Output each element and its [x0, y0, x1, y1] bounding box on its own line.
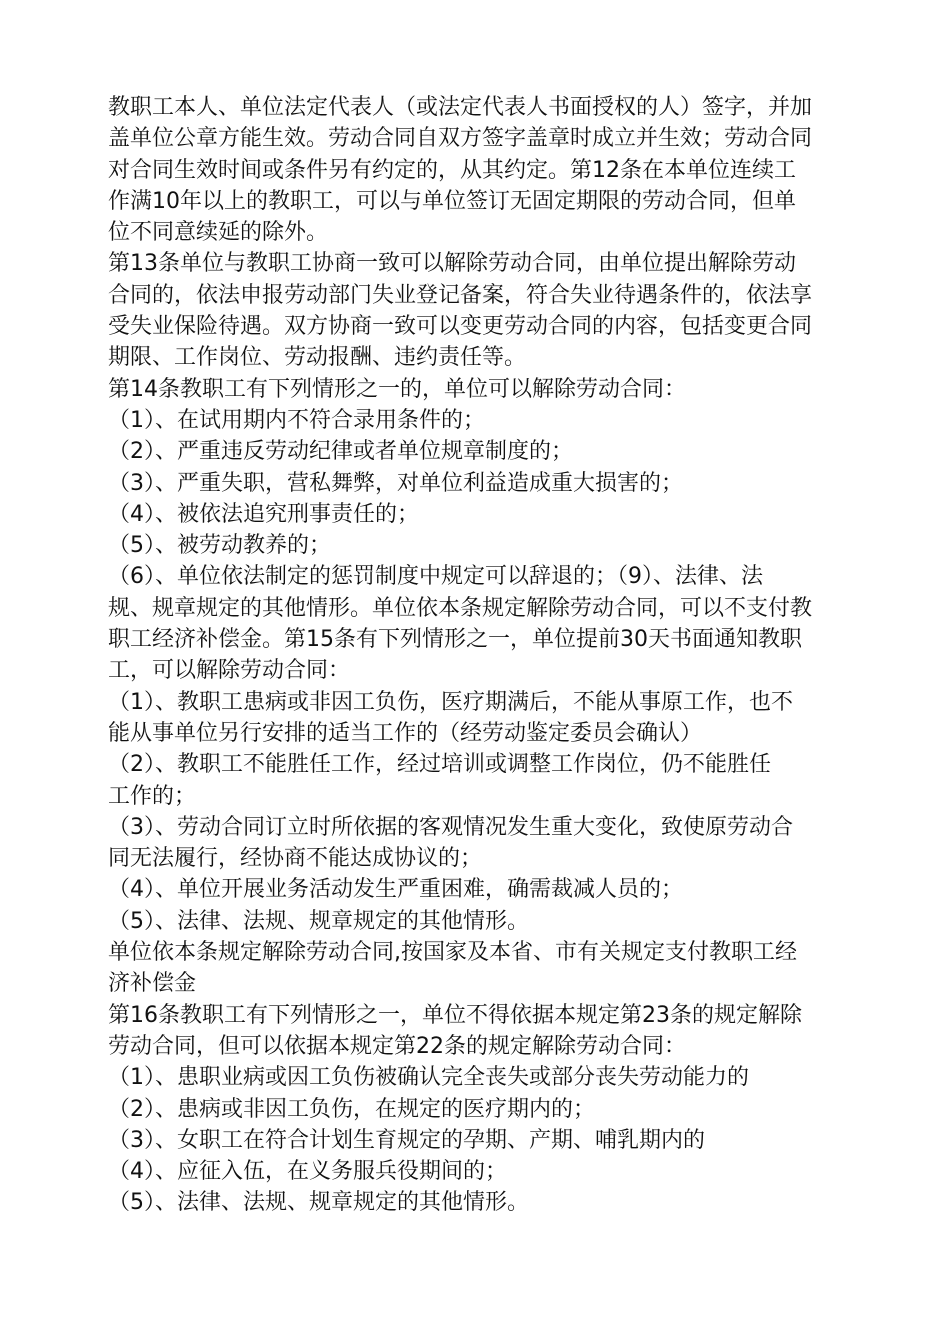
text-line: 受失业保险待遇。双方协商一致可以变更劳动合同的内容，包括变更合同: [108, 314, 813, 340]
text-line: 单位依本条规定解除劳动合同,按国家及本省、市有关规定支付教职工经: [108, 940, 797, 966]
article-14-heading-line: 第14条教职工有下列情形之一的，单位可以解除劳动合同：: [108, 376, 686, 402]
list-item: （5）、被劳动教养的；: [108, 533, 331, 559]
text-line: 工作的；: [108, 783, 197, 809]
text-line: 对合同生效时间或条件另有约定的，从其约定。第12条在本单位连续工: [108, 157, 796, 183]
text-line: 同无法履行，经协商不能达成协议的；: [108, 846, 483, 872]
text-line: 教职工本人、单位法定代表人（或法定代表人书面授权的人）签字，并加: [108, 95, 813, 120]
text-line: 工，可以解除劳动合同：: [108, 658, 351, 684]
list-item: （5）、法律、法规、规章规定的其他情形。: [108, 908, 529, 934]
text-line: 劳动合同，但可以依据本规定第22条的规定解除劳动合同：: [108, 1033, 686, 1059]
text-line: 规、规章规定的其他情形。单位依本条规定解除劳动合同，可以不支付教: [108, 595, 813, 621]
text-line: 合同的，依法申报劳动部门失业登记备案，符合失业待遇条件的，依法享: [108, 282, 813, 308]
list-item: （4）、被依法追究刑事责任的；: [108, 501, 419, 527]
list-item: （3）、严重失职，营私舞弊，对单位利益造成重大损害的；: [108, 470, 683, 496]
list-item: （4）、应征入伍，在义务服兵役期间的；: [108, 1159, 507, 1185]
document-body: [108, 92, 868, 1219]
text-line: 位不同意续延的除外。: [108, 220, 329, 246]
text-line: 盖单位公章方能生效。劳动合同自双方签字盖章时成立并生效；劳动合同: [108, 126, 813, 152]
list-item: （1）、在试用期内不符合录用条件的；: [108, 407, 485, 433]
list-item: （3）、女职工在符合计划生育规定的孕期、产期、哺乳期内的: [108, 1127, 705, 1153]
article-13-heading-line: 第13条单位与教职工协商一致可以解除劳动合同，由单位提出解除劳动: [108, 251, 796, 277]
text-line: 能从事单位另行安排的适当工作的（经劳动鉴定委员会确认）: [108, 720, 703, 746]
text-line: 作满10年以上的教职工，可以与单位签订无固定期限的劳动合同，但单: [108, 188, 796, 214]
list-item: （3）、劳动合同订立时所依据的客观情况发生重大变化，致使原劳动合: [108, 814, 793, 840]
list-item: （1）、教职工患病或非因工负伤，医疗期满后，不能从事原工作，也不: [108, 689, 793, 715]
text-line: 期限、工作岗位、劳动报酬、违约责任等。: [108, 345, 527, 371]
list-item: （2）、患病或非因工负伤，在规定的医疗期内的；: [108, 1096, 595, 1122]
article-16-heading-line: 第16条教职工有下列情形之一，单位不得依据本规定第23条的规定解除: [108, 1002, 802, 1028]
list-item: （6）、单位依法制定的惩罚制度中规定可以辞退的；（9）、法律、法: [108, 564, 763, 590]
text-line: 济补偿金: [108, 971, 197, 997]
list-item: （1）、患职业病或因工负伤被确认完全丧失或部分丧失劳动能力的: [108, 1065, 749, 1091]
list-item: （5）、法律、法规、规章规定的其他情形。: [108, 1190, 529, 1216]
list-item: （2）、教职工不能胜任工作，经过培训或调整工作岗位，仍不能胜任: [108, 752, 771, 778]
text-line: 职工经济补偿金。第15条有下列情形之一，单位提前30天书面通知教职: [108, 627, 802, 653]
list-item: （2）、严重违反劳动纪律或者单位规章制度的；: [108, 439, 573, 465]
list-item: （4）、单位开展业务活动发生严重困难，确需裁减人员的；: [108, 877, 683, 903]
